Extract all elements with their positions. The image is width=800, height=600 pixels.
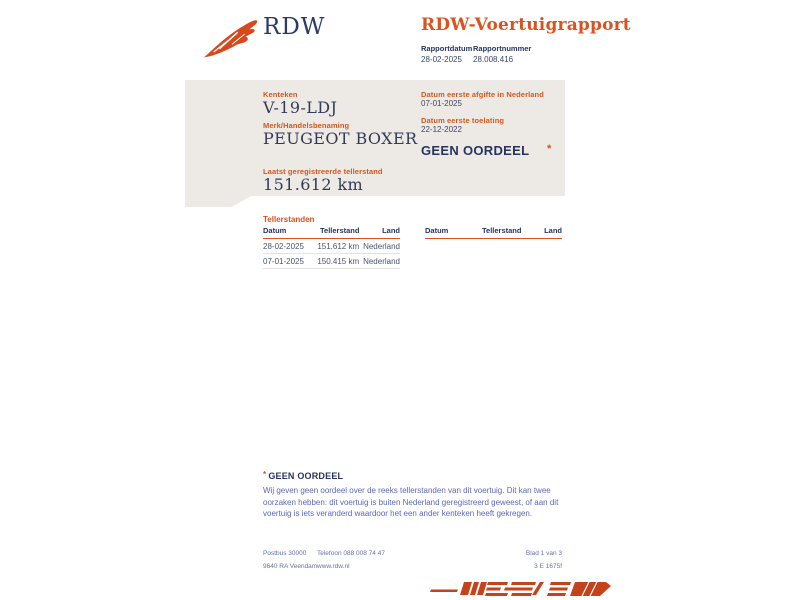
cell-datum: 28-02-2025 (263, 242, 304, 251)
tellerstand-value: 151.612 km (263, 175, 364, 194)
kenteken-label: Kenteken (263, 90, 298, 99)
col-header-datum: Datum (263, 226, 287, 235)
footer-address-line2: 9640 RA Veendam (263, 563, 318, 570)
rapportnummer-value: 28.008.416 (473, 55, 514, 64)
tellerstanden-table-right (425, 226, 562, 239)
kenteken-value: V-19-LDJ (263, 98, 338, 117)
table-row (263, 239, 400, 254)
cell-land: Nederland (363, 257, 400, 266)
tellerstanden-title: Tellerstanden (263, 215, 315, 224)
panel-corner-tab (185, 196, 251, 207)
toelating-value: 22-12-2022 (421, 125, 462, 134)
merk-label: Merk/Handelsbenaming (263, 121, 350, 130)
footer-website: www.rdw.nl (317, 563, 350, 570)
table-row (263, 254, 400, 269)
rdw-stripes-pattern (430, 578, 612, 598)
merk-value: PEUGEOT BOXER (263, 129, 418, 148)
oordeel-status: GEEN OORDEEL (421, 143, 530, 158)
cell-tellerstand: 150.415 km (317, 257, 360, 266)
rapportdatum-value: 28-02-2025 (421, 55, 462, 64)
footer-contact (317, 547, 385, 573)
rdw-logo-text: RDW (263, 14, 326, 40)
footnote-title (263, 470, 568, 481)
tellerstand-label: Laatst geregistreerde tellerstand (263, 167, 383, 176)
col-header-land: Land (382, 226, 400, 235)
footnote-block (263, 470, 568, 520)
tellerstanden-table-left (263, 226, 400, 269)
footnote-asterisk: * (263, 470, 267, 479)
footer-pagination (462, 547, 562, 573)
page-title: RDW-Voertuigrapport (421, 15, 631, 35)
footnote-body: Wij geven geen oordeel over de reeks tellerstanden van dit voertuig. Dit kan twee oorzaken hebben: dit voertuig is buiten Nederland geregistreerd geweest, of aan dit voertuig is iets veranderd waardoor het een ander kenteken heeft gekregen. (263, 486, 559, 518)
cell-land: Nederland (363, 242, 400, 251)
col-header-land: Land (544, 226, 562, 235)
afgifte-label: Datum eerste afgifte in Nederland (421, 90, 544, 99)
vehicle-summary-panel (185, 80, 565, 196)
col-header-tellerstand: Tellerstand (482, 226, 522, 235)
footer-page-number: Blad 1 van 3 (525, 550, 562, 557)
afgifte-value: 07-01-2025 (421, 99, 462, 108)
footer-address-line1: Postbus 30000 (263, 550, 307, 557)
rdw-wing-icon (203, 17, 261, 61)
toelating-label: Datum eerste toelating (421, 116, 505, 125)
oordeel-asterisk: * (547, 143, 552, 155)
footer-form-code: 3 E 1675f (534, 563, 562, 570)
rapportnummer-block (473, 44, 531, 64)
cell-tellerstand: 151.612 km (317, 242, 360, 251)
footnote-title-text: GEEN OORDEEL (268, 471, 344, 481)
table-header-row (425, 226, 562, 239)
col-header-datum: Datum (425, 226, 449, 235)
rapportdatum-block (421, 44, 472, 64)
footer-phone: Telefoon 088 008 74 47 (317, 550, 385, 557)
rapportnummer-label: Rapportnummer (473, 44, 532, 53)
col-header-tellerstand: Tellerstand (320, 226, 360, 235)
table-header-row (263, 226, 400, 239)
cell-datum: 07-01-2025 (263, 257, 304, 266)
rapportdatum-label: Rapportdatum (421, 44, 473, 53)
footer-address (263, 547, 317, 573)
